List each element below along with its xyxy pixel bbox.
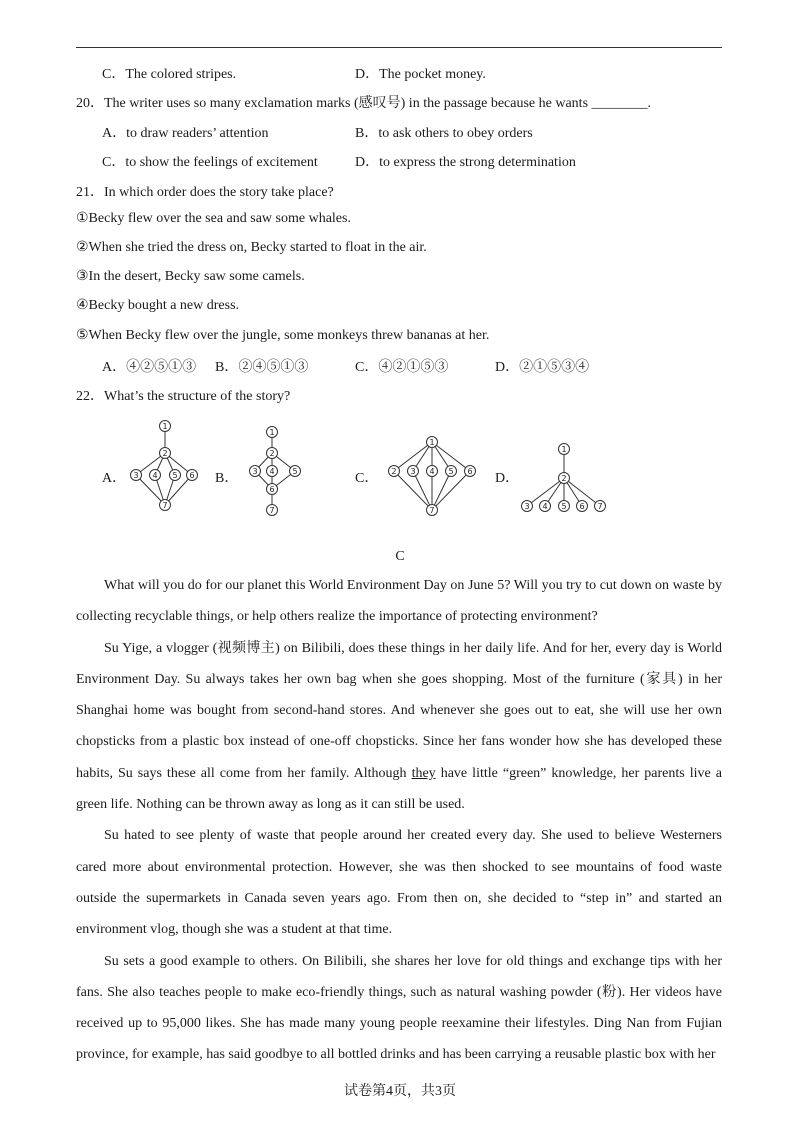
page-footer: 试卷第4页，共3页: [344, 1084, 456, 1099]
q20-option-c: C．to show the feelings of excitement: [102, 155, 318, 170]
structure-diagram-c: [382, 430, 482, 520]
node-6-label: 6: [189, 471, 195, 480]
node-7-label: 7: [597, 502, 603, 511]
q22-label-b: B．: [215, 471, 239, 486]
q21-event-4: ④Becky bought a new dress.: [76, 298, 240, 313]
structure-diagram-d: [516, 438, 612, 518]
q21-event-2: ②When she tried the dress on, Becky started to float in the air.: [76, 240, 427, 255]
structure-diagram-a: [125, 415, 205, 515]
node-3-label: 3: [410, 467, 416, 476]
q21-stem: 21．In which order does the story take place?: [76, 185, 334, 200]
reading-passage: [76, 570, 722, 1071]
node-7-label: 7: [269, 506, 275, 515]
section-letter: C: [395, 549, 405, 564]
node-3-label: 3: [524, 502, 530, 511]
node-6-label: 6: [579, 502, 585, 511]
node-3-label: 3: [252, 467, 258, 476]
node-2-label: 2: [162, 449, 168, 458]
node-7-label: 7: [429, 506, 435, 515]
node-1-label: 1: [561, 445, 567, 454]
passage-paragraph-2: [76, 633, 722, 821]
node-1-label: 1: [269, 428, 275, 437]
q21-option-b: B．②④⑤①③: [215, 360, 309, 375]
node-7-label: 7: [162, 501, 168, 510]
header-rule: [76, 47, 722, 48]
q21-event-5: ⑤When Becky flew over the jungle, some monkeys threw bananas at her.: [76, 328, 490, 343]
node-3-label: 3: [133, 471, 139, 480]
passage-paragraph-4: Su sets a good example to others. On Bilibili, she shares her love for old things and exchange tips with her fans. She also teaches people to make eco-friendly things, such as natural washing powder (粉). Her videos have received up to 95,000 likes. She has made many young people reexamine their lifestyles. Ding Nan from Fujian province, for example, has said goodbye to all bottled drinks and has been carrying a reusable plastic box with her: [76, 953, 722, 1063]
q20-option-d: D．to express the strong determination: [355, 155, 576, 170]
q22-stem: 22．What’s the structure of the story?: [76, 389, 291, 404]
node-4-label: 4: [429, 467, 435, 476]
q21-event-3: ③In the desert, Becky saw some camels.: [76, 269, 305, 284]
node-5-label: 5: [561, 502, 567, 511]
q19-option-d: D．The pocket money.: [355, 67, 486, 82]
node-1-label: 1: [162, 422, 168, 431]
q22-label-a: A．: [102, 471, 127, 486]
q20-stem: 20．The writer uses so many exclamation marks (感叹号) in the passage because he wants ________.: [76, 96, 652, 111]
node-5-label: 5: [172, 471, 178, 480]
q21-option-c: C．④②①⑤③: [355, 360, 449, 375]
passage-paragraph-2-part-1: Su Yige, a vlogger (视频博主) on Bilibili, does these things in her daily life. And for her, every day is World Environment Day. Su always takes her own bag when she goes shopping. Most of the furniture (家具) in her Shanghai home was bought from second-hand stores. And whenever she goes out to eat, she will use her own chopsticks from a plastic box instead of one-off chopsticks. Since her fans wonder how she has developed these habits, Su says these all come from her family. Although: [76, 640, 722, 781]
q22-label-d: D．: [495, 471, 520, 486]
passage-paragraph-2-part-2: have little “green” knowledge, her parents live a green life. Nothing can be thrown away as long as it can still be used.: [76, 765, 722, 813]
node-5-label: 5: [448, 467, 454, 476]
node-5-label: 5: [292, 467, 298, 476]
node-2-label: 2: [561, 474, 567, 483]
q21-option-a: A．④②⑤①③: [102, 360, 197, 375]
q21-event-1: ①Becky flew over the sea and saw some whales.: [76, 211, 351, 226]
passage-paragraph-3: Su hated to see plenty of waste that people around her created every day. She used to believe Westerners cared more about environmental protection. However, she was then shocked to see mountains of food waste outside the supermarkets in Canada seven years ago. From then on, she decided to “step in” and started an environment vlog, though she was a student at that time.: [76, 828, 722, 938]
passage-paragraph-1: What will you do for our planet this World Environment Day on June 5? Will you try to cut down on waste by collecting recyclable things, or help others realize the importance of protecting environment?: [76, 578, 722, 625]
q19-option-c: C．The colored stripes.: [102, 67, 237, 82]
node-4-label: 4: [152, 471, 158, 480]
node-4-label: 4: [542, 502, 548, 511]
node-2-label: 2: [391, 467, 397, 476]
node-4-label: 4: [269, 467, 275, 476]
q20-option-b: B．to ask others to obey orders: [355, 126, 533, 141]
q22-label-c: C．: [355, 471, 379, 486]
node-6-label: 6: [467, 467, 473, 476]
node-6-label: 6: [269, 485, 275, 494]
node-1-label: 1: [429, 438, 435, 447]
node-2-label: 2: [269, 449, 275, 458]
q20-option-a: A．to draw readers’ attention: [102, 126, 269, 141]
structure-diagram-b: [235, 422, 310, 520]
underlined-word: they: [411, 765, 436, 781]
q21-option-d: D．②①⑤③④: [495, 360, 590, 375]
